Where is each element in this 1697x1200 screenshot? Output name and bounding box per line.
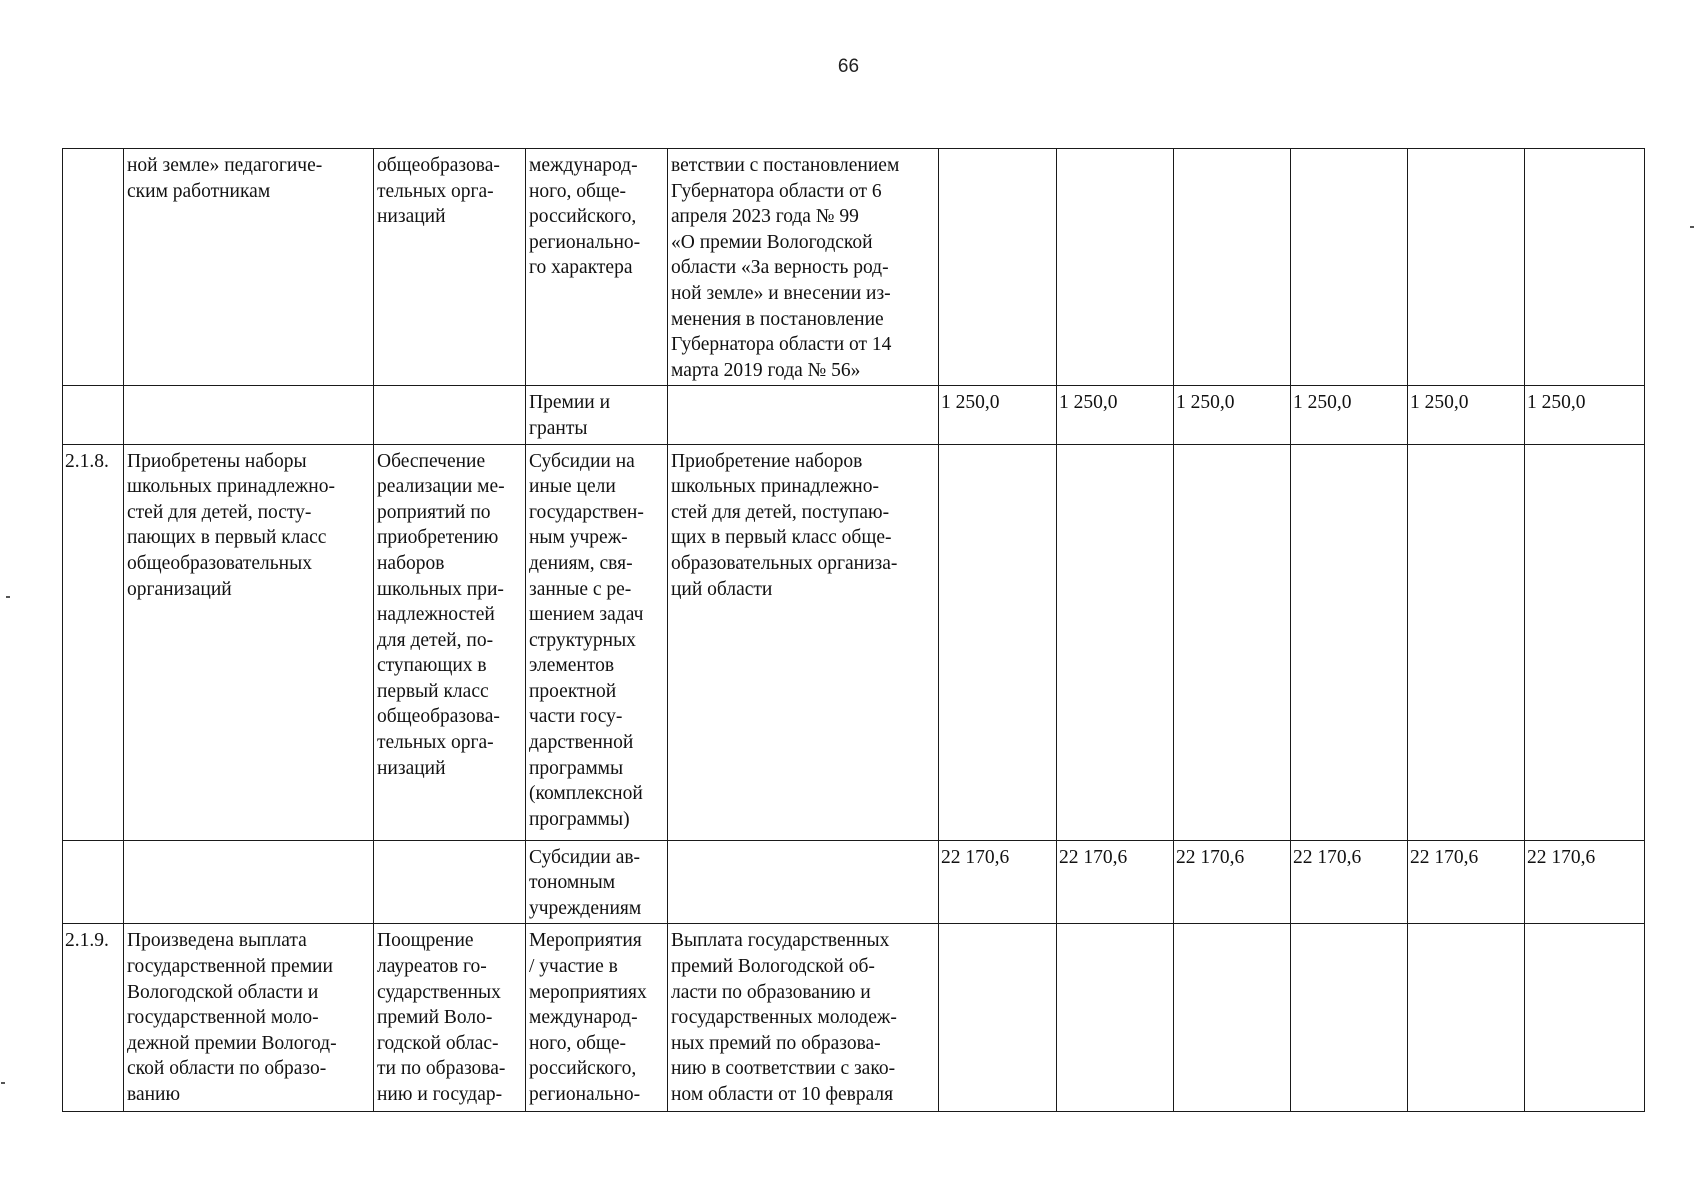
value-cell	[939, 444, 1057, 840]
value-cell	[1291, 149, 1408, 386]
row-number-cell	[63, 149, 124, 386]
value-cell	[1525, 444, 1645, 840]
content-cell: Обеспечение реализации ме- роприятий по приобретению наборов школьных при- надлежностей для детей, по- ступающих в первый класс общеобразова- тельных орга- низаций	[374, 444, 526, 840]
value-cell	[1057, 444, 1174, 840]
characteristic-cell: ветствии с постановлением Губернатора области от 6 апреля 2023 года № 99 «О премии Вологодской области «За верность род- ной земле» и внесении из- менения в постановление Губернатора области от 14 марта 2019 года № 56»	[668, 149, 939, 386]
scan-mark	[1690, 226, 1694, 228]
value-cell	[1057, 149, 1174, 386]
value-cell: 1 250,0	[1291, 386, 1408, 444]
value-cell	[939, 149, 1057, 386]
value-cell	[1291, 924, 1408, 1112]
value-cell	[1057, 924, 1174, 1112]
content-cell: общеобразова- тельных орга- низаций	[374, 149, 526, 386]
table-row	[63, 149, 1645, 386]
content-cell	[374, 386, 526, 444]
result-cell: Произведена выплата государственной премии Вологодской области и государственной моло- дежной премии Вологод- ской области по образо- ванию	[124, 924, 374, 1112]
value-cell	[1525, 924, 1645, 1112]
value-cell	[1174, 924, 1291, 1112]
program-measures-table	[62, 148, 1645, 1112]
value-cell: 22 170,6	[1408, 840, 1525, 924]
value-cell: 1 250,0	[1057, 386, 1174, 444]
value-cell: 1 250,0	[1174, 386, 1291, 444]
table-row	[63, 444, 1645, 840]
value-cell: 1 250,0	[939, 386, 1057, 444]
value-cell: 22 170,6	[1291, 840, 1408, 924]
expense-type-cell: Премии и гранты	[526, 386, 668, 444]
expense-type-cell: международ- ного, обще- российского, регионально- го характера	[526, 149, 668, 386]
expense-type-cell: Субсидии на иные цели государствен- ным учреж- дениям, свя- занные с ре- шением задач структурных элементов проектной части госу- дарственной программы (комплексной программы)	[526, 444, 668, 840]
row-number-cell: 2.1.9.	[63, 924, 124, 1112]
value-cell: 22 170,6	[1057, 840, 1174, 924]
value-cell	[939, 924, 1057, 1112]
value-cell: 22 170,6	[1525, 840, 1645, 924]
value-cell	[1525, 149, 1645, 386]
value-cell	[1174, 444, 1291, 840]
content-cell	[374, 840, 526, 924]
scan-mark	[6, 596, 10, 598]
value-cell	[1174, 149, 1291, 386]
table-row	[63, 840, 1645, 924]
result-cell: Приобретены наборы школьных принадлежно- стей для детей, посту- пающих в первый класс общеобразовательных организаций	[124, 444, 374, 840]
characteristic-cell	[668, 386, 939, 444]
table-row	[63, 924, 1645, 1112]
value-cell	[1408, 444, 1525, 840]
characteristic-cell: Приобретение наборов школьных принадлежно- стей для детей, поступаю- щих в первый класс обще- образовательных организа- ций области	[668, 444, 939, 840]
characteristic-cell: Выплата государственных премий Вологодской об- ласти по образованию и государственных молодеж- ных премий по образова- нию в соответствии с зако- ном области от 10 февраля	[668, 924, 939, 1112]
expense-type-cell: Мероприятия / участие в мероприятиях международ- ного, обще- российского, регионально-	[526, 924, 668, 1112]
value-cell	[1408, 149, 1525, 386]
value-cell: 22 170,6	[939, 840, 1057, 924]
value-cell: 1 250,0	[1525, 386, 1645, 444]
row-number-cell	[63, 840, 124, 924]
page-number: 66	[837, 56, 860, 77]
expense-type-cell: Субсидии ав- тономным учреждениям	[526, 840, 668, 924]
characteristic-cell	[668, 840, 939, 924]
result-cell	[124, 386, 374, 444]
value-cell	[1408, 924, 1525, 1112]
value-cell	[1291, 444, 1408, 840]
value-cell: 22 170,6	[1174, 840, 1291, 924]
value-cell: 1 250,0	[1408, 386, 1525, 444]
content-cell: Поощрение лауреатов го- сударственных премий Воло- годской облас- ти по образова- нию и государ-	[374, 924, 526, 1112]
row-number-cell: 2.1.8.	[63, 444, 124, 840]
result-cell	[124, 840, 374, 924]
result-cell: ной земле» педагогиче- ским работникам	[124, 149, 374, 386]
row-number-cell	[63, 386, 124, 444]
table-row	[63, 386, 1645, 444]
scan-mark	[1, 1082, 5, 1084]
